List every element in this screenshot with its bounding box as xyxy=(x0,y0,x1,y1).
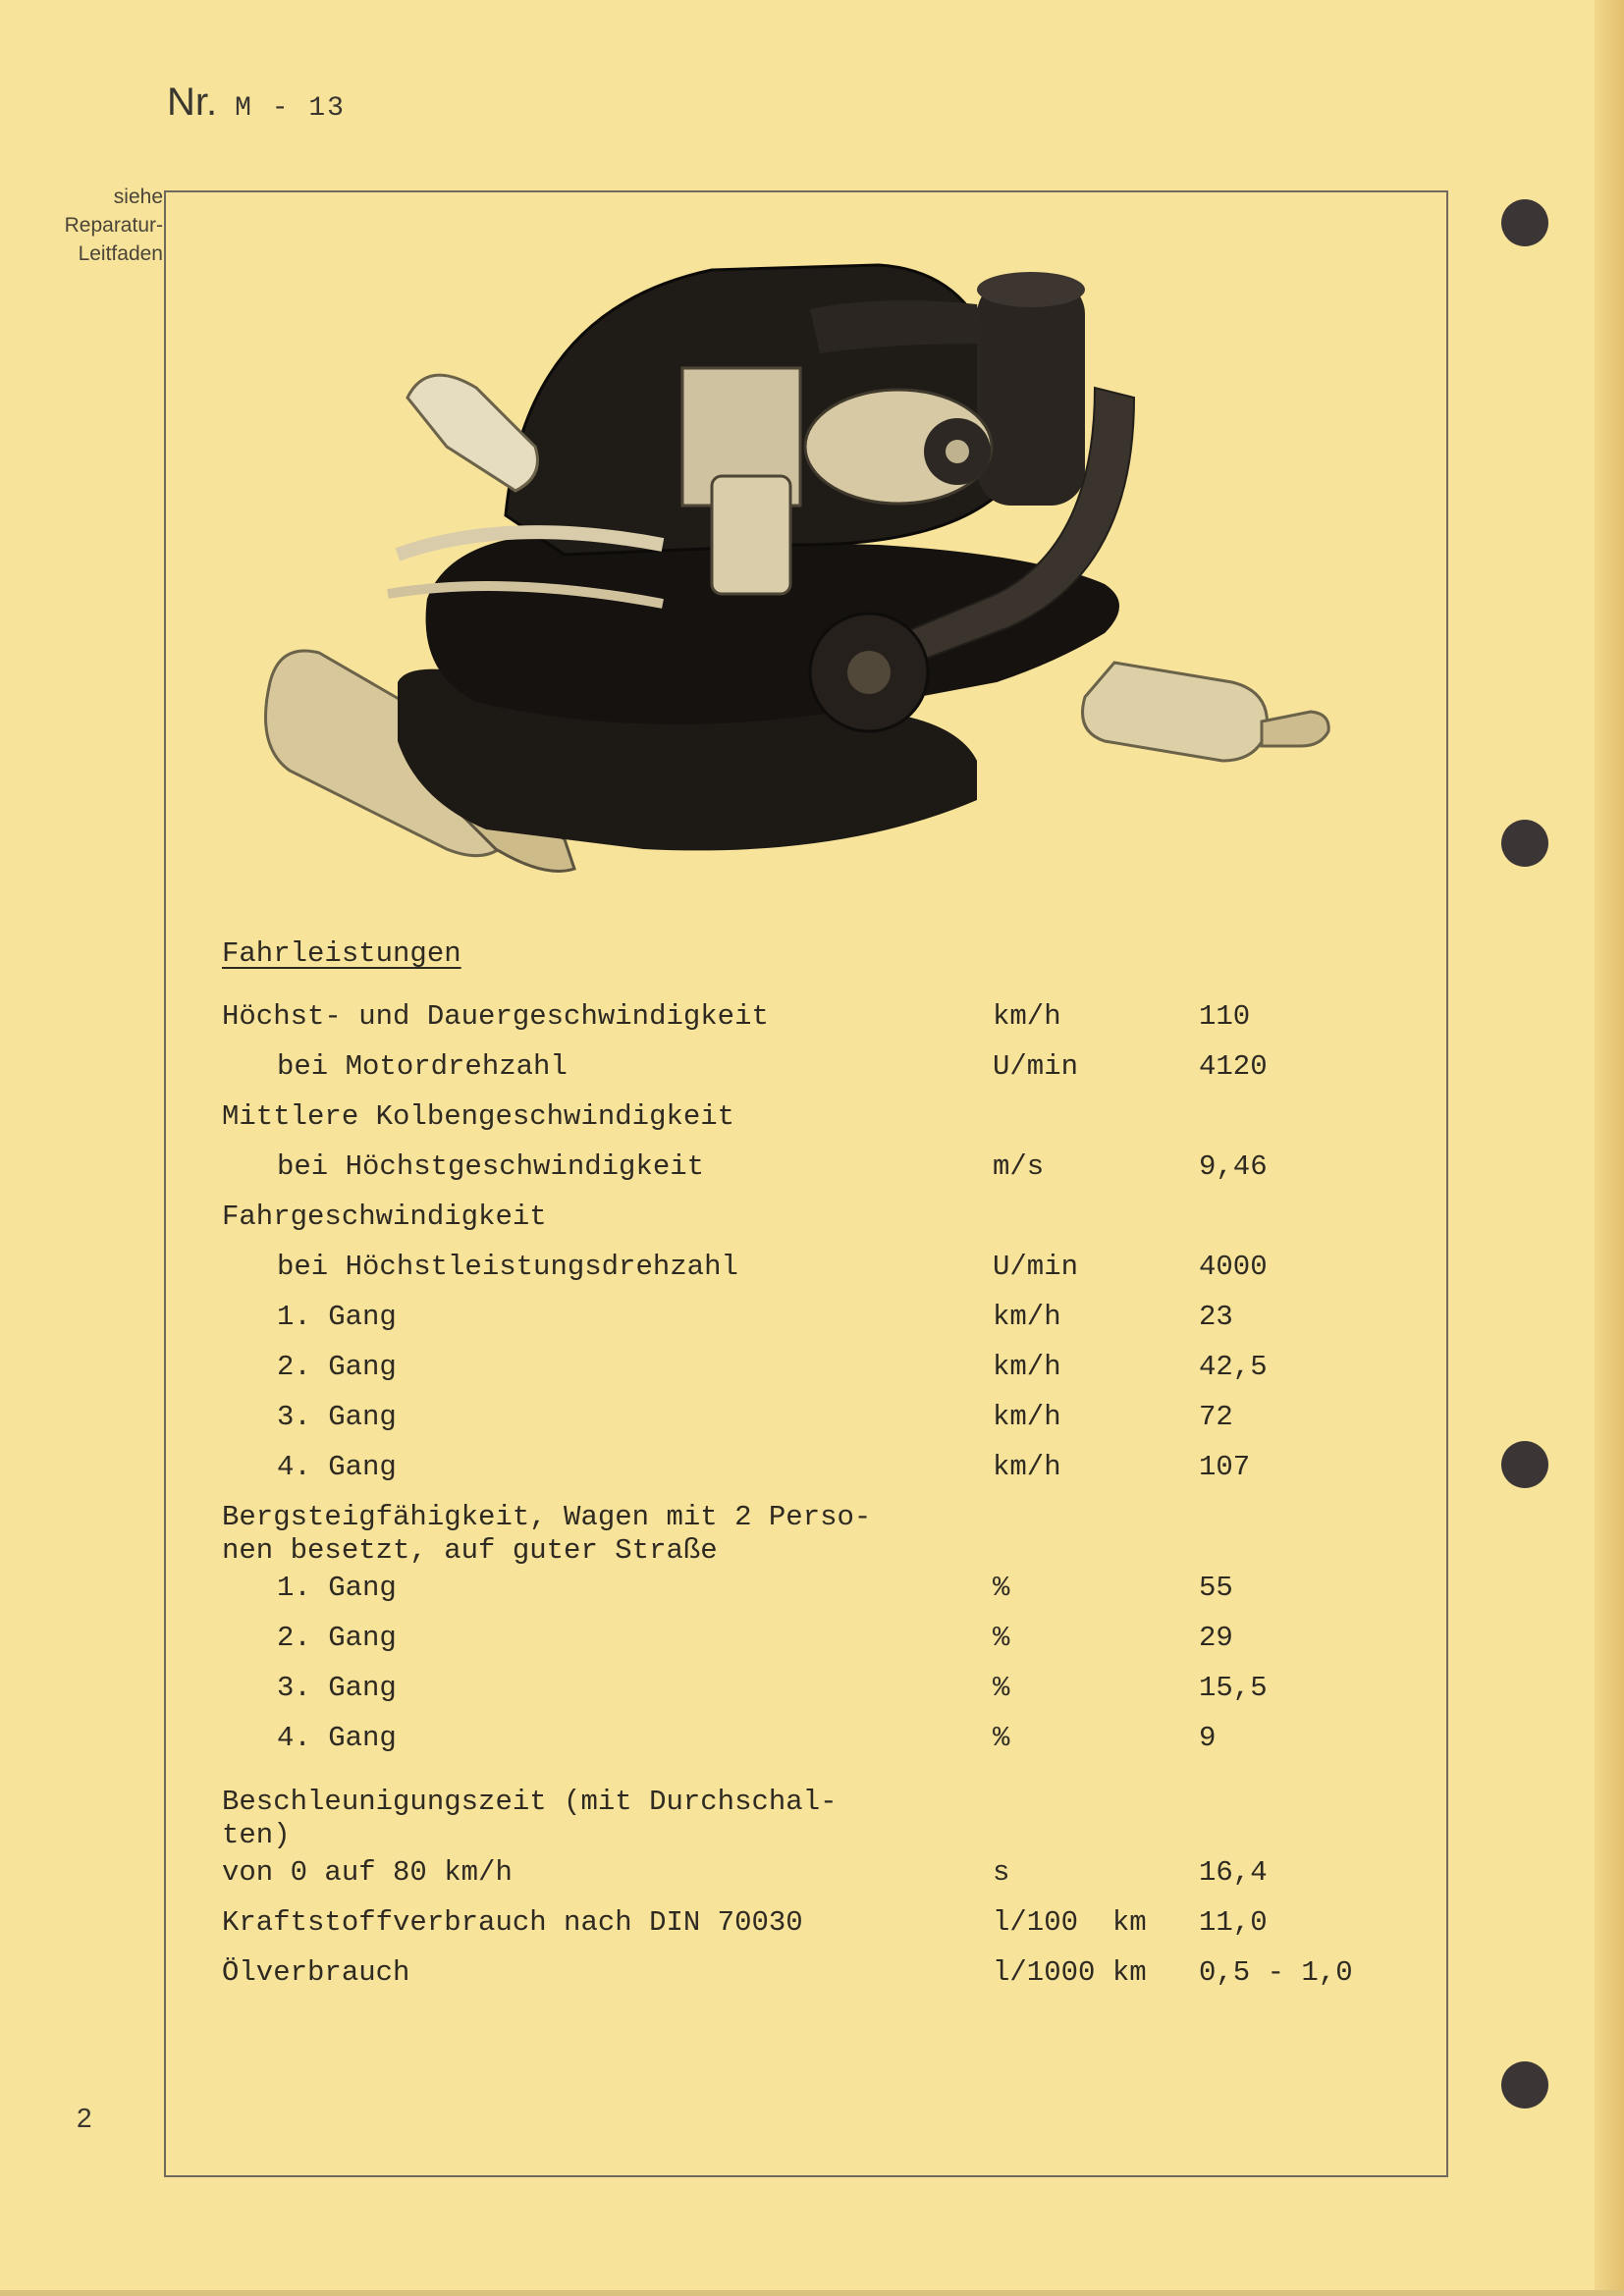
spec-value: 0,5 - 1,0 xyxy=(1199,1956,1353,1989)
engine-photo-icon xyxy=(250,250,1350,903)
page-bottom-edge xyxy=(0,2290,1624,2296)
side-note xyxy=(65,183,163,268)
spec-label: 3. Gang xyxy=(277,1672,397,1704)
spec-unit: % xyxy=(993,1722,1010,1754)
spec-row xyxy=(222,1295,1380,1345)
spec-label-line: ten) xyxy=(222,1819,291,1851)
spec-value: 55 xyxy=(1199,1572,1233,1604)
spec-label: 2. Gang xyxy=(277,1622,397,1654)
spec-label: 4. Gang xyxy=(277,1722,397,1754)
spec-label: bei Höchstgeschwindigkeit xyxy=(277,1150,705,1183)
spec-unit: l/100 km xyxy=(993,1906,1147,1939)
spec-label xyxy=(222,1786,838,1852)
spec-row xyxy=(222,1716,1380,1766)
punch-hole xyxy=(1501,1441,1548,1488)
spec-row xyxy=(222,1395,1380,1445)
spec-unit: m/s xyxy=(993,1150,1045,1183)
spec-label: 4. Gang xyxy=(277,1451,397,1483)
spec-label-line: Bergsteigfähigkeit, Wagen mit 2 Perso- xyxy=(222,1501,872,1533)
spec-row xyxy=(222,1666,1380,1716)
spec-unit: % xyxy=(993,1672,1010,1704)
spec-value: 42,5 xyxy=(1199,1351,1268,1383)
spec-row xyxy=(222,1495,1380,1566)
spec-row xyxy=(222,1095,1380,1145)
spec-row xyxy=(222,1245,1380,1295)
spec-row xyxy=(222,1780,1380,1850)
spec-unit: km/h xyxy=(993,1301,1061,1333)
spec-label: 1. Gang xyxy=(277,1572,397,1604)
spec-value: 16,4 xyxy=(1199,1856,1268,1889)
spec-row xyxy=(222,1145,1380,1195)
spec-label xyxy=(222,1501,871,1568)
spec-label: 2. Gang xyxy=(277,1351,397,1383)
nr-label: Nr. xyxy=(167,80,218,124)
spec-value: 29 xyxy=(1199,1622,1233,1654)
spec-row xyxy=(222,1345,1380,1395)
spec-row xyxy=(222,1950,1380,2001)
spec-value: 9 xyxy=(1199,1722,1217,1754)
spec-row xyxy=(222,1616,1380,1666)
spec-row xyxy=(222,1850,1380,1900)
spec-unit: U/min xyxy=(993,1251,1079,1283)
spec-unit: s xyxy=(993,1856,1010,1889)
punch-hole xyxy=(1501,2061,1548,2109)
side-note-line: Leitfaden xyxy=(78,242,163,265)
spec-row xyxy=(222,1445,1380,1495)
spec-label: Mittlere Kolbengeschwindigkeit xyxy=(222,1100,735,1133)
spec-value: 9,46 xyxy=(1199,1150,1268,1183)
spec-row xyxy=(222,1566,1380,1616)
spec-label: von 0 auf 80 km/h xyxy=(222,1856,513,1889)
spec-row xyxy=(222,994,1380,1044)
spec-row xyxy=(222,1195,1380,1245)
document-code: M - 13 xyxy=(235,93,346,124)
spec-value: 4120 xyxy=(1199,1050,1268,1083)
spec-value: 107 xyxy=(1199,1451,1251,1483)
spec-unit: km/h xyxy=(993,1451,1061,1483)
side-note-line: Reparatur- xyxy=(64,214,163,237)
spec-value: 4000 xyxy=(1199,1251,1268,1283)
punch-hole xyxy=(1501,199,1548,246)
spec-unit: U/min xyxy=(993,1050,1079,1083)
spec-row xyxy=(222,1044,1380,1095)
spec-label: bei Höchstleistungsdrehzahl xyxy=(277,1251,738,1283)
spec-unit: % xyxy=(993,1572,1010,1604)
spec-label: Ölverbrauch xyxy=(222,1956,410,1989)
spec-label-line: Beschleunigungszeit (mit Durchschal- xyxy=(222,1786,838,1818)
page-number: 2 xyxy=(77,2103,92,2133)
spec-unit: km/h xyxy=(993,1000,1061,1033)
spec-label: Fahrgeschwindigkeit xyxy=(222,1201,547,1233)
section-title: Fahrleistungen xyxy=(222,937,461,970)
spec-row xyxy=(222,1900,1380,1950)
spec-value: 15,5 xyxy=(1199,1672,1268,1704)
spec-unit: km/h xyxy=(993,1351,1061,1383)
spec-label: Höchst- und Dauergeschwindigkeit xyxy=(222,1000,769,1033)
spec-unit: l/1000 km xyxy=(993,1956,1147,1989)
spec-label: 1. Gang xyxy=(277,1301,397,1333)
spec-unit: % xyxy=(993,1622,1010,1654)
page-edge xyxy=(1595,0,1624,2296)
document-number xyxy=(167,80,346,125)
side-note-line: siehe xyxy=(113,186,163,208)
spec-table xyxy=(222,994,1380,2001)
spec-label: 3. Gang xyxy=(277,1401,397,1433)
spec-value: 23 xyxy=(1199,1301,1233,1333)
spec-unit: km/h xyxy=(993,1401,1061,1433)
spec-label: Kraftstoffverbrauch nach DIN 70030 xyxy=(222,1906,803,1939)
spec-label-line: nen besetzt, auf guter Straße xyxy=(222,1534,718,1567)
punch-hole xyxy=(1501,820,1548,867)
spec-value: 72 xyxy=(1199,1401,1233,1433)
spec-value: 110 xyxy=(1199,1000,1251,1033)
spacer xyxy=(222,1766,1380,1780)
spec-label: bei Motordrehzahl xyxy=(277,1050,568,1083)
spec-value: 11,0 xyxy=(1199,1906,1268,1939)
